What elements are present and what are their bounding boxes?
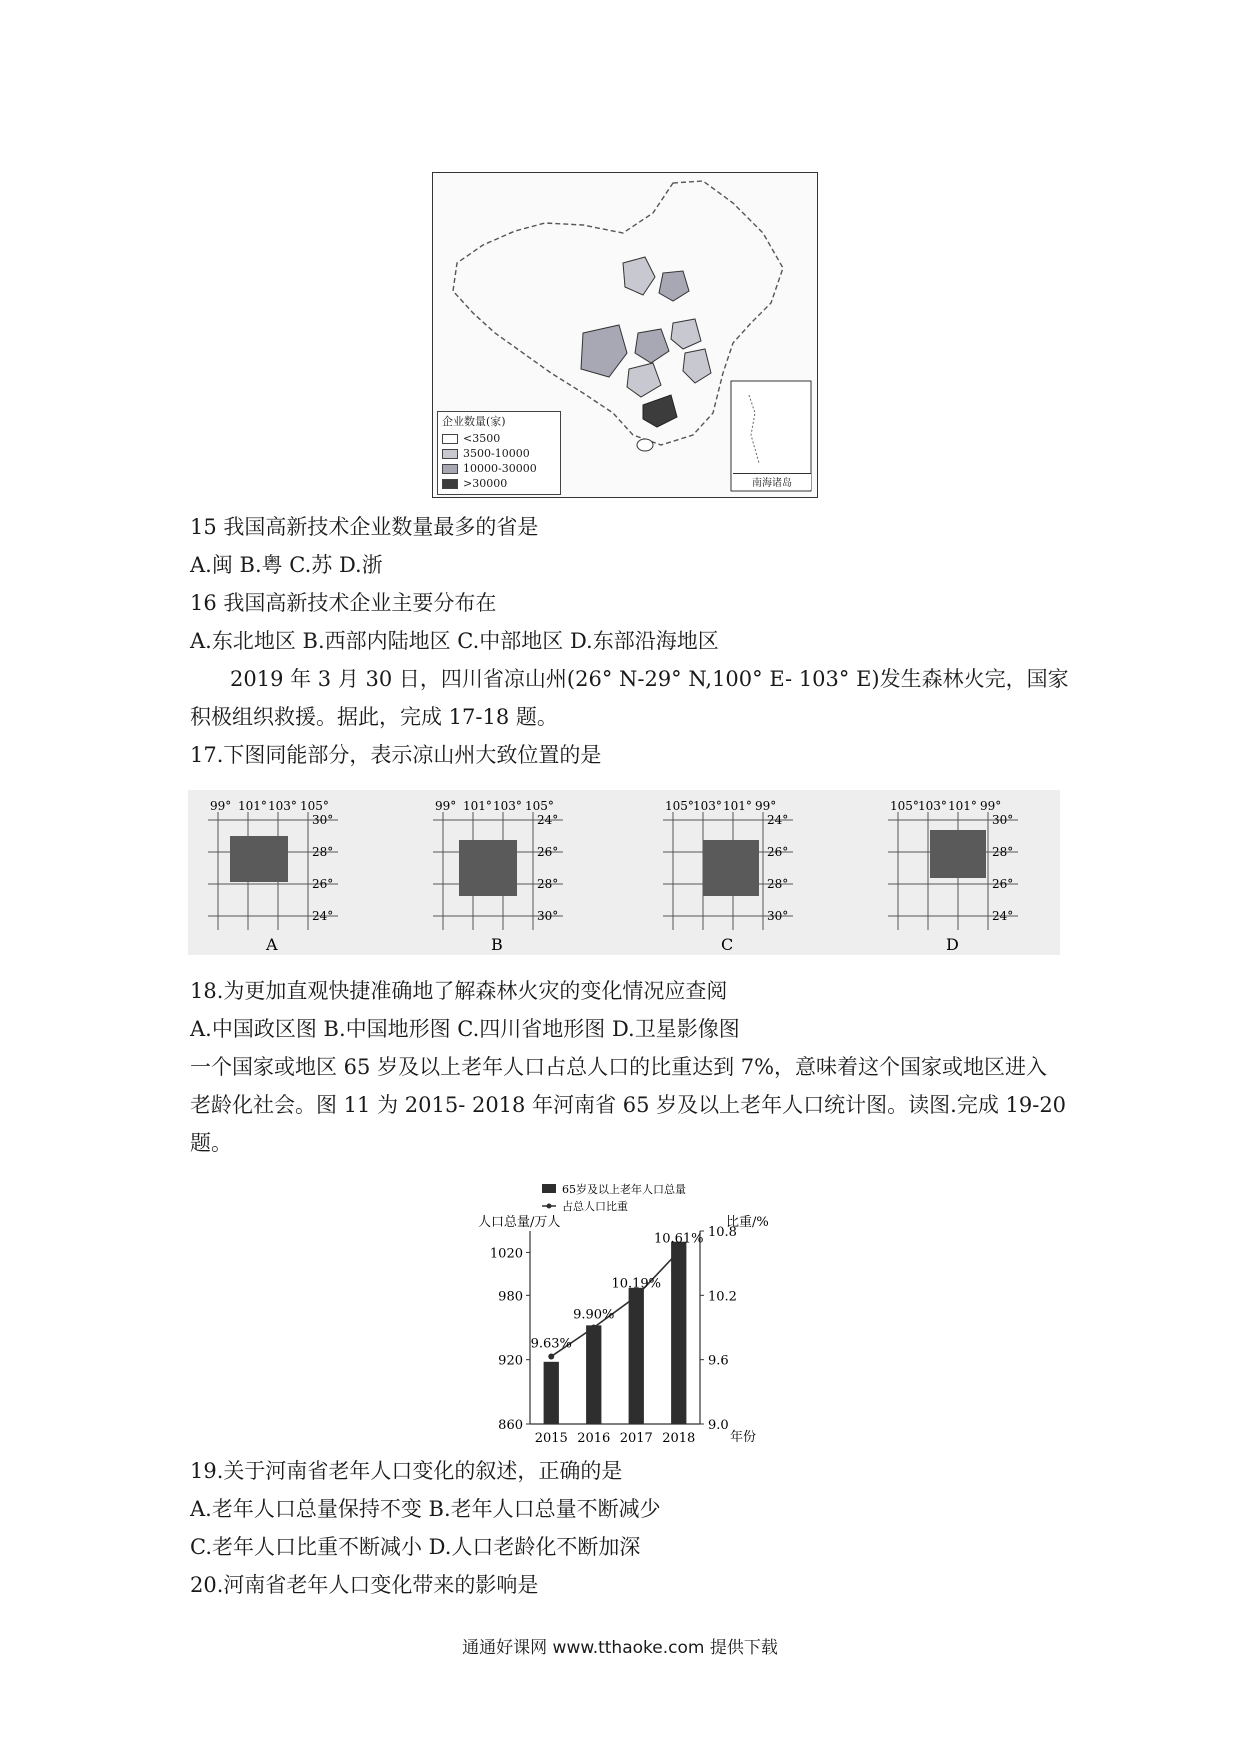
bar bbox=[671, 1242, 686, 1424]
fire-intro-line-1: 2019 年 3 月 30 日，四川省凉山州(26° N-29° N,100° E- 103° E)发生森林火完，国家 bbox=[230, 667, 1069, 691]
side-label: 26° bbox=[992, 877, 1014, 891]
china-enterprise-map bbox=[432, 172, 818, 498]
option-letter: D bbox=[946, 935, 959, 954]
grid-shaded-area bbox=[930, 830, 986, 878]
grid-option-c bbox=[663, 799, 793, 954]
x-tick-label: 2018 bbox=[662, 1431, 696, 1446]
side-label: 30° bbox=[992, 813, 1014, 827]
top-label: 105° bbox=[525, 799, 554, 813]
side-label: 26° bbox=[537, 845, 559, 859]
x-tick-label: 2015 bbox=[534, 1431, 568, 1446]
legend-bar-swatch bbox=[542, 1184, 556, 1193]
lat-lon-grid-options bbox=[188, 790, 1060, 955]
legend-item bbox=[442, 432, 500, 446]
population-intro-line-2: 老龄化社会。图 11 为 2015- 2018 年河南省 65 岁及以上老年人口统计图。读图.完成 19-20 bbox=[190, 1093, 1067, 1117]
question-18: 18.为更加直观快捷准确地了解森林火灾的变化情况应查阅 bbox=[190, 979, 728, 1003]
side-label: 24° bbox=[767, 813, 789, 827]
question-20: 20.河南省老年人口变化带来的影响是 bbox=[190, 1573, 539, 1597]
top-label: 99° bbox=[980, 799, 1002, 813]
bar bbox=[629, 1288, 644, 1424]
legend-label: 10000-30000 bbox=[463, 462, 537, 475]
grid-shaded-area bbox=[703, 840, 759, 896]
side-label: 28° bbox=[992, 845, 1014, 859]
chart-svg bbox=[470, 1176, 810, 1446]
grid-option-a bbox=[208, 799, 338, 954]
x-tick-label: 2017 bbox=[619, 1431, 653, 1446]
question-19-options-2: C.老年人口比重不断减小 D.人口老龄化不断加深 bbox=[190, 1535, 641, 1559]
legend-line-label: 占总人口比重 bbox=[562, 1200, 628, 1213]
ratio-data-label: 10.61% bbox=[653, 1231, 704, 1247]
legend-item bbox=[442, 477, 507, 491]
top-label: 101° bbox=[463, 799, 492, 813]
y2-tick-label: 9.6 bbox=[708, 1353, 729, 1369]
side-label: 26° bbox=[767, 845, 789, 859]
side-label: 24° bbox=[537, 813, 559, 827]
x-axis-suffix: 年份 bbox=[730, 1430, 757, 1445]
legend-label: <3500 bbox=[463, 432, 501, 445]
bar bbox=[586, 1325, 601, 1424]
y2-tick-label: 10.2 bbox=[708, 1289, 737, 1305]
grid-option-d bbox=[888, 799, 1018, 954]
y2-tick-label: 9.0 bbox=[708, 1418, 729, 1433]
side-label: 28° bbox=[537, 877, 559, 891]
ratio-data-label: 9.63% bbox=[530, 1336, 572, 1352]
bar bbox=[544, 1362, 559, 1424]
top-label: 105° bbox=[890, 799, 919, 813]
y-tick-label: 920 bbox=[498, 1353, 523, 1369]
legend-swatch bbox=[442, 434, 458, 444]
ratio-data-label: 9.90% bbox=[573, 1307, 615, 1323]
fire-intro-line-2: 积极组织救援。据此，完成 17-18 题。 bbox=[190, 705, 558, 729]
ratio-point bbox=[633, 1293, 639, 1299]
ratio-data-label: 10.19% bbox=[611, 1276, 662, 1292]
legend-title: 企业数量(家) bbox=[442, 415, 506, 428]
legend-label: 3500-10000 bbox=[463, 447, 530, 460]
option-letter: C bbox=[721, 935, 734, 954]
question-18-options: A.中国政区图 B.中国地形图 C.四川省地形图 D.卫星影像图 bbox=[190, 1017, 740, 1041]
question-16-options: A.东北地区 B.西部内陆地区 C.中部地区 D.东部沿海地区 bbox=[190, 629, 719, 653]
ratio-point bbox=[548, 1353, 554, 1359]
henan-elderly-population-chart bbox=[470, 1176, 810, 1446]
side-label: 24° bbox=[992, 909, 1014, 923]
side-label: 30° bbox=[767, 909, 789, 923]
question-16: 16 我国高新技术企业主要分布在 bbox=[190, 591, 497, 615]
top-label: 103° bbox=[918, 799, 947, 813]
y-tick-label: 1020 bbox=[489, 1246, 523, 1262]
top-label: 103° bbox=[268, 799, 297, 813]
top-label: 99° bbox=[210, 799, 232, 813]
top-label: 99° bbox=[435, 799, 457, 813]
top-label: 103° bbox=[493, 799, 522, 813]
top-label: 101° bbox=[238, 799, 267, 813]
side-label: 30° bbox=[312, 813, 334, 827]
y2-axis-label: 比重/% bbox=[726, 1215, 769, 1230]
y2-tick-label: 10.8 bbox=[708, 1225, 737, 1240]
y-tick-label: 860 bbox=[498, 1418, 523, 1433]
legend-swatch bbox=[442, 464, 458, 474]
grid-shaded-area bbox=[459, 840, 517, 896]
population-intro-line-3: 题。 bbox=[190, 1131, 232, 1155]
legend-label: >30000 bbox=[463, 477, 508, 490]
footer-credit: 通通好课网 www.tthaoke.com 提供下载 bbox=[462, 1638, 778, 1658]
question-19-options-1: A.老年人口总量保持不变 B.老年人口总量不断减少 bbox=[190, 1497, 661, 1521]
question-17: 17.下图同能部分，表示凉山州大致位置的是 bbox=[190, 743, 602, 767]
legend-bar-label: 65岁及以上老年人口总量 bbox=[562, 1183, 686, 1196]
grid-options-drawing bbox=[188, 790, 1060, 955]
question-15: 15 我国高新技术企业数量最多的省是 bbox=[190, 515, 539, 539]
option-letter: B bbox=[491, 935, 503, 954]
legend-swatch bbox=[442, 449, 458, 459]
top-label: 99° bbox=[755, 799, 777, 813]
side-label: 28° bbox=[312, 845, 334, 859]
grid-option-b bbox=[433, 799, 563, 954]
grid-shaded-area bbox=[230, 836, 288, 882]
y-tick-label: 980 bbox=[498, 1289, 523, 1305]
top-label: 103° bbox=[693, 799, 722, 813]
population-intro-line-1: 一个国家或地区 65 岁及以上老年人口占总人口的比重达到 7%，意味着这个国家或地区进入 bbox=[190, 1055, 1048, 1079]
question-19: 19.关于河南省老年人口变化的叙述，正确的是 bbox=[190, 1459, 623, 1483]
top-label: 101° bbox=[723, 799, 752, 813]
ratio-point bbox=[676, 1248, 682, 1254]
y-axis-label: 人口总量/万人 bbox=[478, 1215, 561, 1230]
top-label: 105° bbox=[665, 799, 694, 813]
question-15-options: A.闽 B.粤 C.苏 D.浙 bbox=[190, 553, 383, 577]
option-letter: A bbox=[266, 935, 278, 954]
south-china-sea-inset-label: 南海诸岛 bbox=[733, 473, 811, 490]
top-label: 105° bbox=[300, 799, 329, 813]
legend-item bbox=[442, 447, 530, 461]
top-label: 101° bbox=[948, 799, 977, 813]
side-label: 28° bbox=[767, 877, 789, 891]
side-label: 30° bbox=[537, 909, 559, 923]
ratio-point bbox=[591, 1325, 597, 1331]
map-legend bbox=[437, 411, 561, 495]
side-label: 26° bbox=[312, 877, 334, 891]
side-label: 24° bbox=[312, 909, 334, 923]
legend-item bbox=[442, 462, 537, 476]
legend-swatch bbox=[442, 479, 458, 489]
x-tick-label: 2016 bbox=[577, 1431, 611, 1446]
legend-line-marker bbox=[547, 1204, 552, 1209]
